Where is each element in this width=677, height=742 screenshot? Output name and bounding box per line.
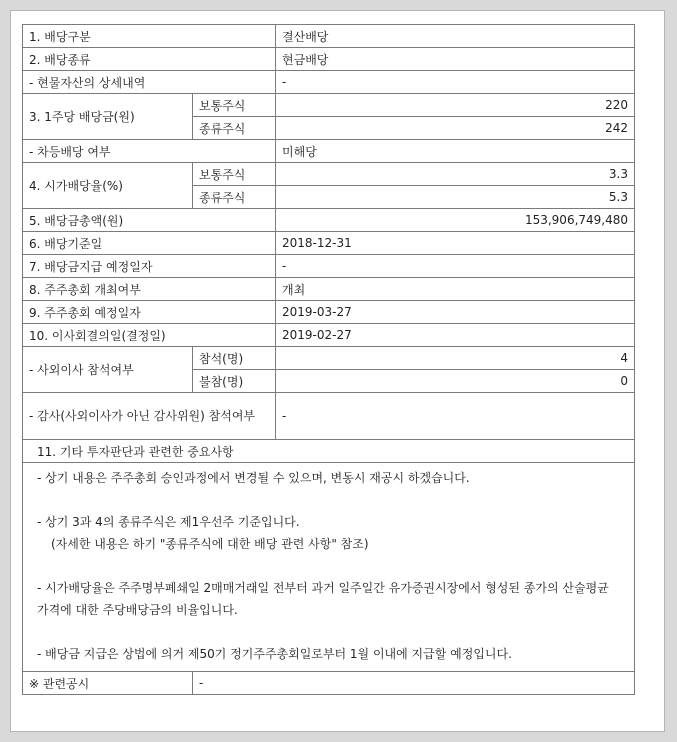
yield-preferred-value: 5.3 bbox=[276, 186, 635, 209]
dps-common-value: 220 bbox=[276, 94, 635, 117]
row-dps-common bbox=[23, 94, 635, 117]
dividend-type-label: 1. 배당구분 bbox=[23, 25, 276, 48]
row-differential bbox=[23, 140, 635, 163]
total-dividend-label: 5. 배당금총액(원) bbox=[23, 209, 276, 232]
dividend-kind-value: 현금배당 bbox=[276, 48, 635, 71]
auditor-attendance-value: - bbox=[276, 393, 635, 440]
row-notes bbox=[23, 463, 635, 672]
dividend-kind-label: 2. 배당종류 bbox=[23, 48, 276, 71]
outside-directors-label: - 사외이사 참석여부 bbox=[23, 347, 193, 393]
row-payment-date bbox=[23, 255, 635, 278]
yield-preferred-label: 종류주식 bbox=[193, 186, 276, 209]
auditor-attendance-label: - 감사(사외이사가 아닌 감사위원) 참석여부 bbox=[23, 393, 276, 440]
related-disclosure-label: ※ 관련공시 bbox=[23, 672, 193, 695]
row-total-dividend bbox=[23, 209, 635, 232]
inkind-detail-value: - bbox=[276, 71, 635, 94]
dps-preferred-value: 242 bbox=[276, 117, 635, 140]
differential-value: 미해당 bbox=[276, 140, 635, 163]
row-outside-present bbox=[23, 347, 635, 370]
dps-preferred-label: 종류주식 bbox=[193, 117, 276, 140]
note-yield-definition: - 시가배당율은 주주명부폐쇄일 2매매거래일 전부터 과거 일주일간 유가증권시장에서 형성된 종가의 산술평균가격에 대한 주당배당금의 비율입니다. bbox=[37, 581, 609, 617]
row-agm-date bbox=[23, 301, 635, 324]
note-preferred-reference: (자세한 내용은 하기 "종류주식에 대한 배당 관련 사항" 참조) bbox=[51, 537, 369, 551]
payment-date-value: - bbox=[276, 255, 635, 278]
row-dividend-type bbox=[23, 25, 635, 48]
outside-absent-label: 불참(명) bbox=[193, 370, 276, 393]
record-date-label: 6. 배당기준일 bbox=[23, 232, 276, 255]
other-matters-label: 11. 기타 투자판단과 관련한 중요사항 bbox=[23, 440, 635, 463]
row-record-date bbox=[23, 232, 635, 255]
yield-common-label: 보통주식 bbox=[193, 163, 276, 186]
row-board-date bbox=[23, 324, 635, 347]
record-date-value: 2018-12-31 bbox=[276, 232, 635, 255]
dividend-disclosure-table bbox=[22, 24, 635, 695]
agm-held-value: 개최 bbox=[276, 278, 635, 301]
dps-common-label: 보통주식 bbox=[193, 94, 276, 117]
note-payment-schedule: - 배당금 지급은 상법에 의거 제50기 정기주주총회일로부터 1월 이내에 지급할 예정입니다. bbox=[37, 647, 512, 661]
related-disclosure-value: - bbox=[193, 672, 635, 695]
row-yield-common bbox=[23, 163, 635, 186]
row-related-disclosure bbox=[23, 672, 635, 695]
notes-cell bbox=[23, 463, 635, 672]
note-approval: - 상기 내용은 주주총회 승인과정에서 변경될 수 있으며, 변동시 재공시 하겠습니다. bbox=[37, 471, 470, 485]
inkind-detail-label: - 현물자산의 상세내역 bbox=[23, 71, 276, 94]
agm-date-label: 9. 주주총회 예정일자 bbox=[23, 301, 276, 324]
differential-label: - 차등배당 여부 bbox=[23, 140, 276, 163]
outside-present-label: 참석(명) bbox=[193, 347, 276, 370]
outside-absent-value: 0 bbox=[276, 370, 635, 393]
row-agm-held bbox=[23, 278, 635, 301]
note-preferred-basis: - 상기 3과 4의 종류주식은 제1우선주 기준입니다. bbox=[37, 515, 300, 529]
yield-label: 4. 시가배당율(%) bbox=[23, 163, 193, 209]
total-dividend-value: 153,906,749,480 bbox=[276, 209, 635, 232]
dividend-type-value: 결산배당 bbox=[276, 25, 635, 48]
payment-date-label: 7. 배당금지급 예정일자 bbox=[23, 255, 276, 278]
outside-present-value: 4 bbox=[276, 347, 635, 370]
agm-held-label: 8. 주주총회 개최여부 bbox=[23, 278, 276, 301]
dps-label: 3. 1주당 배당금(원) bbox=[23, 94, 193, 140]
row-dividend-kind bbox=[23, 48, 635, 71]
board-date-value: 2019-02-27 bbox=[276, 324, 635, 347]
yield-common-value: 3.3 bbox=[276, 163, 635, 186]
agm-date-value: 2019-03-27 bbox=[276, 301, 635, 324]
row-auditor-attendance bbox=[23, 393, 635, 440]
row-inkind-detail bbox=[23, 71, 635, 94]
board-date-label: 10. 이사회결의일(결정일) bbox=[23, 324, 276, 347]
row-other-matters bbox=[23, 440, 635, 463]
